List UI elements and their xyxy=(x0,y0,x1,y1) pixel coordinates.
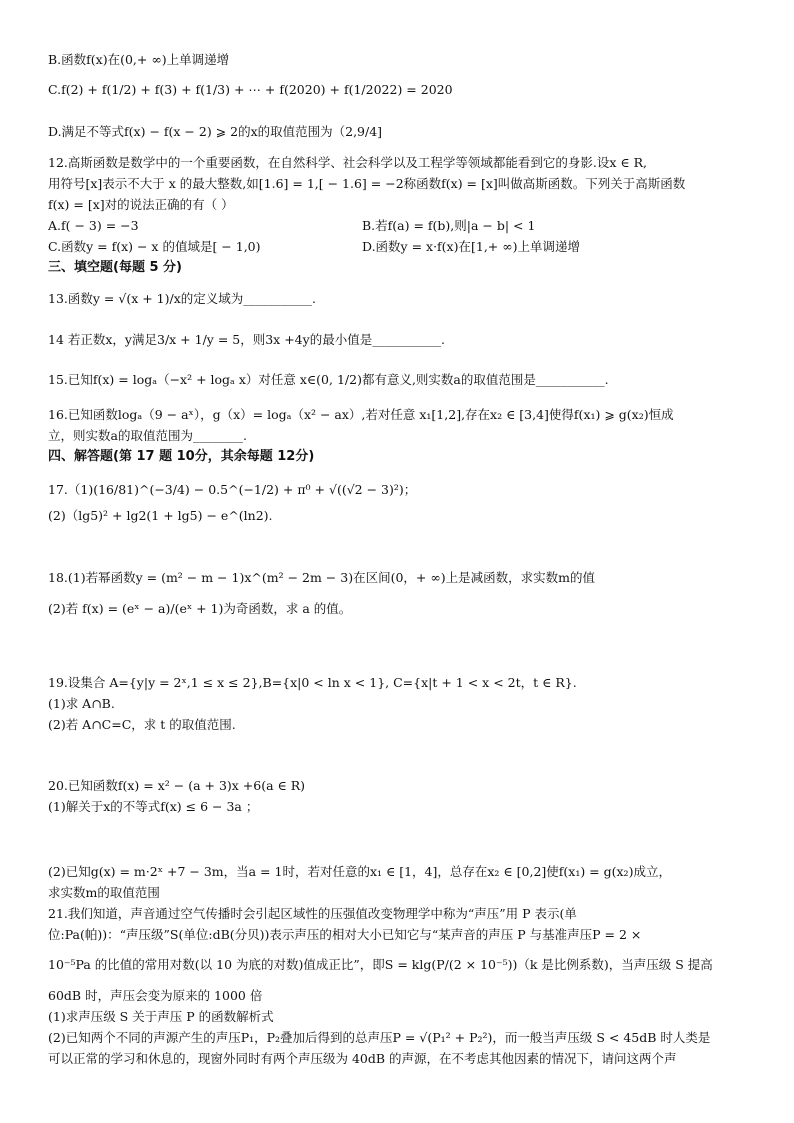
section-3-heading: 三、填空题(每题 5 分) xyxy=(48,260,182,275)
q12-text-2: 用符号[x]表示不大于 x 的最大整数,如[1.6] = 1,[ − 1.6] = −2称函数f(x) = [x]叫做高斯函数。下列关于高斯函数 xyxy=(48,176,686,191)
q21-part-2-line-1: (2)已知两个不同的声源产生的声压P₁，P₂叠加后得到的总声压P = √(P₁² + P₂²)，而一般当声压级 S < 45dB 时人类是 xyxy=(48,1030,711,1045)
q12-option-b: B.若f(a) = f(b),则|a − b| < 1 xyxy=(362,218,536,233)
q12-text-3: f(x) = [x]对的说法正确的有（ ） xyxy=(48,197,234,212)
q14-text: 14 若正数x，y满足3/x + 1/y = 5，则3x +4y的最小值是___________. xyxy=(48,332,445,347)
q21-text-4: 60dB 时，声压会变为原来的 1000 倍 xyxy=(48,988,263,1003)
q20-part-2-line-1: (2)已知g(x) = m·2ˣ +7 − 3m，当a = 1时，若对任意的x₁ ∈ [1，4]，总存在x₂ ∈ [0,2]使f(x₁) = g(x₂)成立， xyxy=(48,864,671,879)
q21-text-2: 位:Pa(帕))：“声压级”S(单位:dB(分贝))表示声压的相对大小已知它与“某声音的声压 P 与基准声压P = 2 × xyxy=(48,927,642,942)
q20-part-1: (1)解关于x的不等式f(x) ≤ 6 − 3a ； xyxy=(48,799,259,814)
q12-option-a: A.f( − 3) = −3 xyxy=(48,218,139,233)
q17-part-1: 17.（1)(16/81)^(−3/4) − 0.5^(−1/2) + π⁰ + √((√2 − 3)²)； xyxy=(48,482,417,497)
q12-option-d: D.函数y = x·f(x)在[1,+ ∞)上单调递增 xyxy=(362,239,581,254)
q18-part-2: (2)若 f(x) = (eˣ − a)/(eˣ + 1)为奇函数，求 a 的值。 xyxy=(48,601,352,616)
q19-part-1: (1)求 A∩B. xyxy=(48,696,115,711)
q12-option-c: C.函数y = f(x) − x 的值域是[ − 1,0) xyxy=(48,239,261,254)
q16-text-2: 立，则实数a的取值范围为________. xyxy=(48,428,247,443)
q15-text: 15.已知f(x) = logₐ（−x² + logₐ x）对任意 x∈(0, 1/2)都有意义,则实数a的取值范围是___________. xyxy=(48,372,609,387)
q19-text: 19.设集合 A={y|y = 2ˣ,1 ≤ x ≤ 2},B={x|0 < ln x < 1}, C={x|t + 1 < x < 2t，t ∈ R}. xyxy=(48,675,577,690)
option-b-line: B.函数f(x)在(0,+ ∞)上单调递增 xyxy=(48,52,230,67)
q20-part-2-line-2: 求实数m的取值范围 xyxy=(48,885,160,900)
q17-part-2: (2)（lg5)² + lg2(1 + lg5) − e^(ln2). xyxy=(48,508,273,523)
option-d-line: D.满足不等式f(x) − f(x − 2) ⩾ 2的x的取值范围为（2,9/4] xyxy=(48,124,383,139)
q13-text: 13.函数y = √(x + 1)/x的定义域为___________. xyxy=(48,291,316,306)
q21-part-1: (1)求声压级 S 关于声压 P 的函数解析式 xyxy=(48,1009,274,1024)
q19-part-2: (2)若 A∩C=C，求 t 的取值范围. xyxy=(48,717,236,732)
q21-text-3: 10⁻⁵Pa 的比值的常用对数(以 10 为底的对数)值成正比”，即S = klg(P/(2 × 10⁻⁵))（k 是比例系数)，当声压级 S 提高 xyxy=(48,957,713,972)
option-c-line: C.f(2) + f(1/2) + f(3) + f(1/3) + ⋯ + f(2020) + f(1/2022) = 2020 xyxy=(48,82,453,97)
section-4-heading: 四、解答题(第 17 题 10分，其余每题 12分) xyxy=(48,449,315,464)
q21-text-1: 21.我们知道，声音通过空气传播时会引起区域性的压强值改变物理学中称为“声压”用 P 表示(单 xyxy=(48,906,577,921)
q16-text-1: 16.已知函数logₐ（9 − aˣ），g（x）= logₐ（x² − ax）,若对任意 x₁[1,2],存在x₂ ∈ [3,4]使得f(x₁) ⩾ g(x₂)恒成 xyxy=(48,407,674,422)
q21-part-2-line-2: 可以正常的学习和休息的，现窗外同时有两个声压级为 40dB 的声源，在不考虑其他因素的情况下，请问这两个声 xyxy=(48,1051,677,1066)
q20-text: 20.已知函数f(x) = x² − (a + 3)x +6(a ∈ R) xyxy=(48,778,306,793)
q18-part-1: 18.(1)若幂函数y = (m² − m − 1)x^(m² − 2m − 3)在区间(0，+ ∞)上是减函数，求实数m的值 xyxy=(48,570,595,585)
q12-text-1: 12.高斯函数是数学中的一个重要函数，在自然科学、社会科学以及工程学等领域都能看到它的身影.设x ∈ R, xyxy=(48,155,647,170)
